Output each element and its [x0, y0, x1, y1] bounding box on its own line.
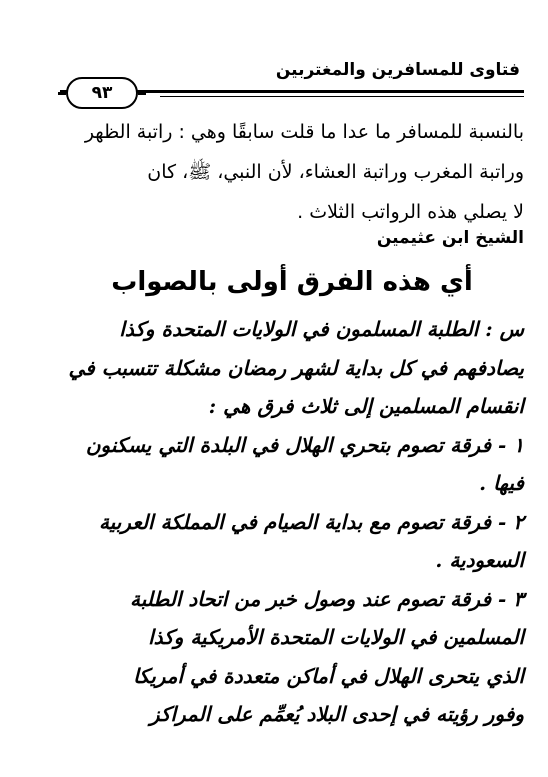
list-item-3: ٣ - فرقة تصوم عند وصول خبر من اتحاد الطلبة	[129, 586, 524, 611]
text-line: المسلمين في الولايات المتحدة الأمريكية وكذا	[148, 625, 524, 649]
text-line: بالنسبة للمسافر ما عدا ما قلت سابقًا وهي : راتبة الظهر	[84, 121, 524, 143]
page-header	[60, 58, 524, 108]
text-line: فيها .	[479, 471, 524, 495]
text-line: انقسام المسلمين إلى ثلاث فرق هي :	[208, 394, 524, 418]
list-item-2: ٢ - فرقة تصوم مع بداية الصيام في المملكة العربية	[98, 509, 524, 534]
header-rule-thin	[160, 96, 524, 97]
running-title: فتاوى للمسافرين والمغتربين	[275, 60, 520, 80]
text-line: السعودية .	[435, 548, 524, 572]
text-line: الذي يتحرى الهلال في أماكن متعددة في أمريكا	[133, 663, 524, 688]
page-number: ٩٣	[66, 77, 138, 109]
section-heading: أي هذه الفرق أولى بالصواب	[111, 267, 473, 297]
text-line: يصادفهم في كل بداية لشهر رمضان مشكلة تتسبب في	[68, 355, 524, 380]
text-line: وفور رؤيته في إحدى البلاد يُعمِّم على المراكز	[149, 702, 524, 726]
intro-paragraph	[60, 112, 524, 232]
text-line: لا يصلي هذه الرواتب الثلاث .	[297, 201, 524, 223]
list-item-1: ١ - فرقة تصوم بتحري الهلال في البلدة التي يسكنون	[85, 432, 524, 457]
fatwa-attribution: الشيخ ابن عثيمين	[376, 228, 524, 248]
text-line: س : الطلبة المسلمون في الولايات المتحدة وكذا	[119, 317, 524, 341]
text-line: وراتبة المغرب وراتبة العشاء، لأن النبي، ﷺ، كان	[147, 161, 524, 183]
question-body	[60, 310, 524, 734]
